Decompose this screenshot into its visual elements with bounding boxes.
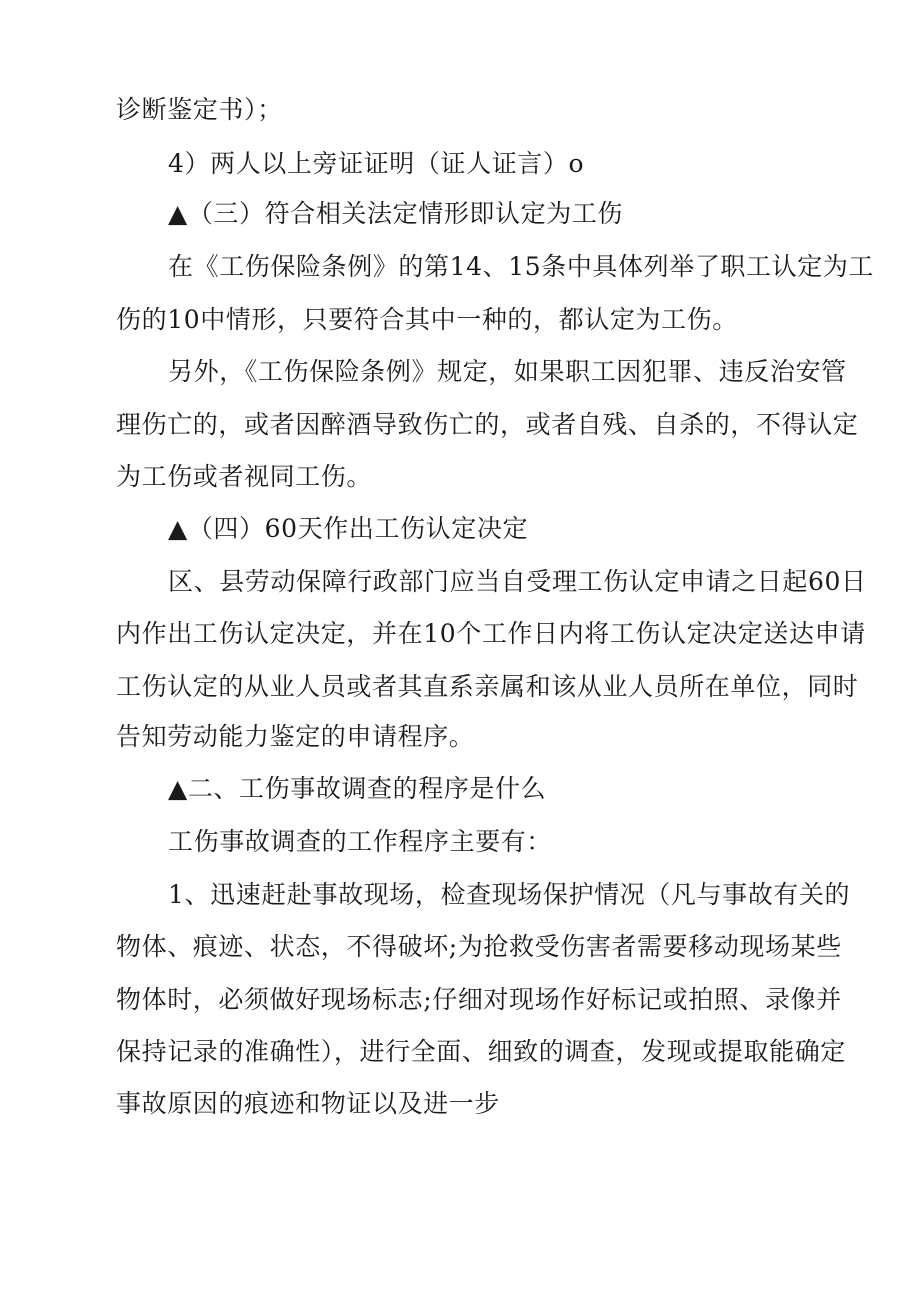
text-line: 在《工伤保险条例》的第14、15条中具体列举了职工认定为工 (168, 252, 875, 281)
text-line: 4）两人以上旁证证明（证人证言）o (168, 149, 585, 178)
text-line: 区、县劳动保障行政部门应当自受理工伤认定申请之日起60日 (168, 567, 867, 596)
text-line: 诊断鉴定书）； (116, 95, 283, 124)
section-heading: ▲（三）符合相关法定情形即认定为工伤 (168, 199, 624, 228)
text-line: 为工伤或者视同工伤。 (116, 462, 373, 491)
text-line: 内作出工伤认定决定，并在10个工作日内将工伤认定决定送达申请 (116, 619, 866, 648)
text-line: 工伤认定的从业人员或者其直系亲属和该从业人员所在单位，同时 (116, 672, 859, 701)
text-line: 保持记录的准确性），进行全面、细致的调查，发现或提取能确定 (116, 1037, 846, 1066)
text-line: 理伤亡的，或者因醉酒导致伤亡的，或者自残、自杀的，不得认定 (116, 410, 859, 439)
text-line: 1、迅速赶赴事故现场，检查现场保护情况（凡与事故有关的 (168, 880, 851, 909)
text-line: 另外，《工伤保险条例》规定，如果职工因犯罪、违反治安管 (168, 357, 847, 386)
text-line: 告知劳动能力鉴定的申请程序。 (116, 722, 475, 751)
section-heading: ▲（四）60天作出工伤认定决定 (168, 514, 529, 543)
text-line: 物体、痕迹、状态，不得破坏;为抢救受伤害者需要移动现场某些 (116, 932, 842, 961)
text-line: 工伤事故调查的工作程序主要有： (168, 827, 553, 856)
text-line: 事故原因的痕迹和物证以及进一步 (116, 1089, 501, 1118)
text-line: 伤的10中情形，只要符合其中一种的，都认定为工伤。 (116, 305, 738, 334)
section-heading: ▲二、工伤事故调查的程序是什么 (168, 774, 547, 803)
text-line: 物体时，必须做好现场标志;仔细对现场作好标记或拍照、录像并 (116, 985, 842, 1014)
